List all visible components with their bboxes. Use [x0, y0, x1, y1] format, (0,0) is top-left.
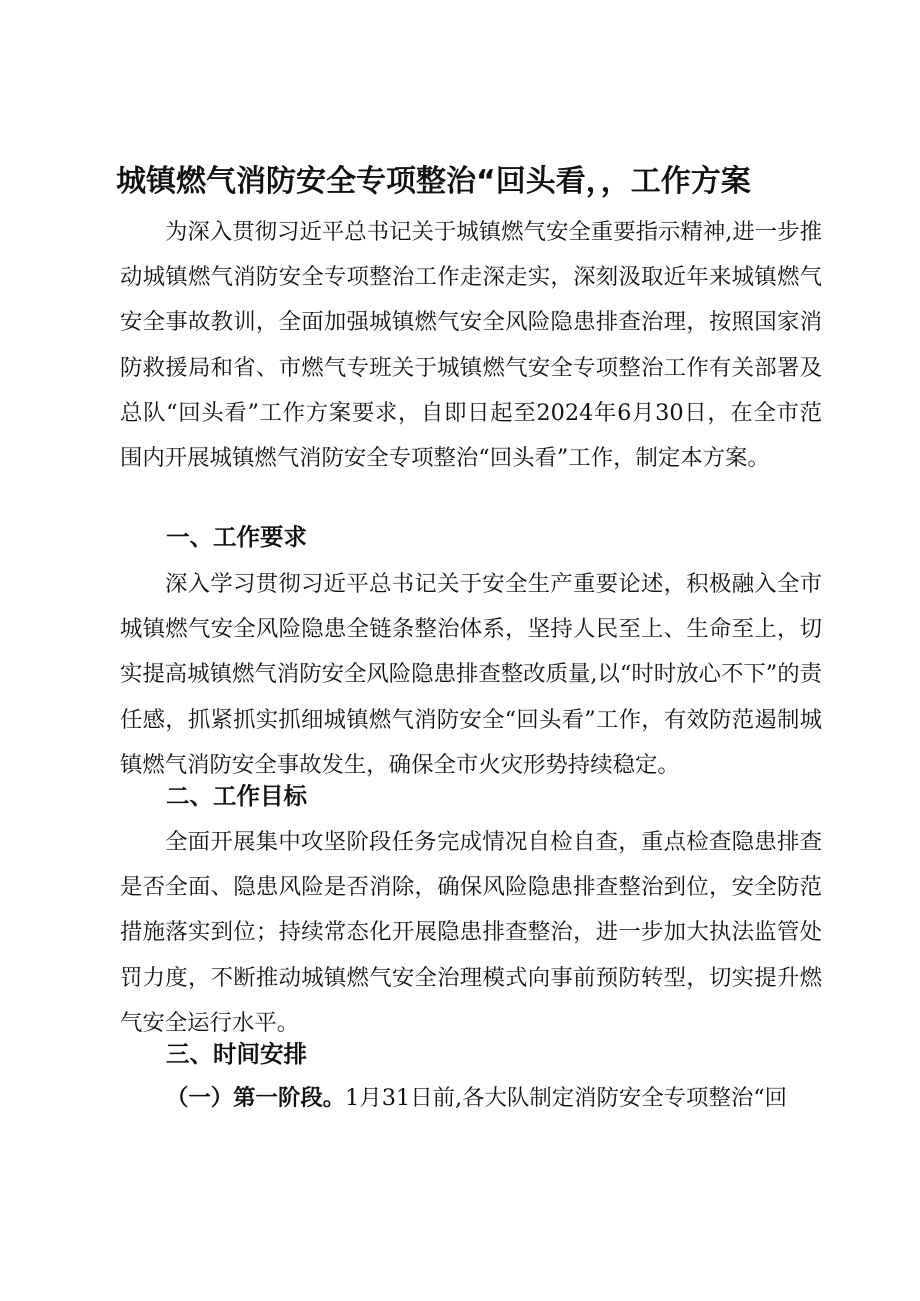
stage-one-label: （一）第一阶段。 — [166, 1085, 346, 1111]
stage-one-text: 1月31日前,各大队制定消防安全专项整治“回 — [345, 1085, 788, 1111]
intro-paragraph: 为深入贯彻习近平总书记关于城镇燃气安全重要指示精神,进一步推动城镇燃气消防安全专项整治工作走深走实，深刻汲取近年来城镇燃气安全事故教训，全面加强城镇燃气安全风险隐患排查治理，按照国家消防救援局和省、市燃气专班关于城镇燃气安全专项整治工作有关部署及总队“回头看”工作方案要求，自即日起至2024年6月30日，在全市范围内开展城镇燃气消防安全专项整治“回头看”工作，制定本方案。 — [120, 219, 822, 472]
section-heading-schedule: 三、时间安排 — [166, 1040, 307, 1068]
document-title: 城镇燃气消防安全专项整治“回头看，，工作方案 — [116, 164, 751, 199]
section-body-requirements: 深入学习贯彻习近平总书记关于安全生产重要论述，积极融入全市城镇燃气安全风险隐患全链条整治体系，坚持人民至上、生命至上，切实提高城镇燃气消防安全风险隐患排查整改质量,以“时时放心不下”的责任感，抓紧抓实抓细城镇燃气消防安全“回头看”工作，有效防范遏制城镇燃气消防安全事故发生，确保全市火灾形势持续稳定。 — [120, 571, 822, 778]
stage-one-paragraph — [166, 1078, 826, 1118]
section-heading-goals: 二、工作目标 — [166, 782, 307, 810]
section-body-goals: 全面开展集中攻坚阶段任务完成情况自检自查，重点检查隐患排查是否全面、隐患风险是否消除，确保风险隐患排查整治到位，安全防范措施落实到位；持续常态化开展隐患排查整治，进一步加大执法监管处罚力度，不断推动城镇燃气安全治理模式向事前预防转型，切实提升燃气安全运行水平。 — [120, 829, 822, 1036]
section-heading-requirements: 一、工作要求 — [166, 523, 307, 551]
